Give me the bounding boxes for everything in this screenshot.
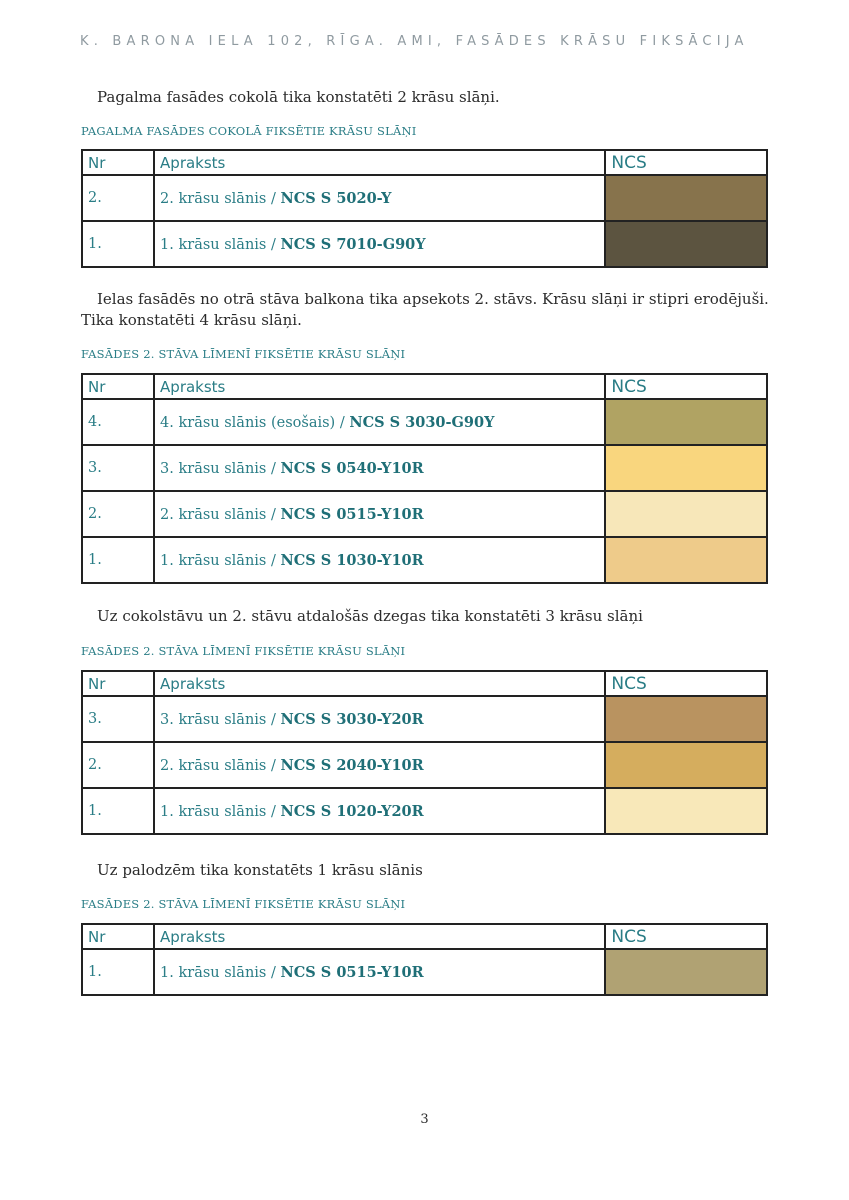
row-number: 1. <box>82 221 154 267</box>
table-header-row <box>82 671 767 696</box>
layer-label: 3. krāsu slānis / <box>160 711 281 728</box>
section-2-intro: Ielas fasādēs no otrā stāva balkona tika apsekots 2. stāvs. Krāsu slāņi ir stipri erodējuši. Tika konstatēti 4 krāsu slāņi. <box>81 290 769 329</box>
ncs-code: NCS S 0515-Y10R <box>280 505 424 523</box>
row-number: 4. <box>82 399 154 445</box>
color-swatch <box>606 400 766 444</box>
table-row <box>82 788 767 834</box>
color-swatch-cell <box>605 445 767 491</box>
color-swatch-cell <box>605 742 767 788</box>
color-swatch-cell <box>605 491 767 537</box>
layer-label: 1. krāsu slānis / <box>160 964 281 981</box>
table-header-row <box>82 924 767 949</box>
color-swatch <box>606 697 766 741</box>
row-number: 2. <box>82 742 154 788</box>
layer-label: 1. krāsu slānis / <box>160 552 281 569</box>
table-row <box>82 949 767 995</box>
row-description <box>154 696 605 742</box>
color-swatch-cell <box>605 175 767 221</box>
section-4-intro: Uz palodzēm tika konstatēts 1 krāsu slānis <box>97 861 423 879</box>
section-4-table <box>81 923 768 996</box>
row-number: 3. <box>82 445 154 491</box>
table-row <box>82 445 767 491</box>
color-swatch <box>606 492 766 536</box>
color-swatch <box>606 950 766 994</box>
section-2-table <box>81 373 768 584</box>
table-header-row <box>82 374 767 399</box>
layer-label: 2. krāsu slānis / <box>160 506 281 523</box>
column-header-nr: Nr <box>82 924 154 949</box>
column-header-description: Apraksts <box>154 924 605 949</box>
section-1-intro: Pagalma fasādes cokolā tika konstatēti 2 krāsu slāņi. <box>97 88 500 106</box>
row-description <box>154 537 605 583</box>
column-header-description: Apraksts <box>154 671 605 696</box>
table-row <box>82 175 767 221</box>
column-header-ncs: NCS <box>605 374 767 399</box>
ncs-code: NCS S 7010-G90Y <box>280 235 426 253</box>
table-row <box>82 491 767 537</box>
layer-label: 3. krāsu slānis / <box>160 460 281 477</box>
column-header-nr: Nr <box>82 374 154 399</box>
layer-label: 1. krāsu slānis / <box>160 803 281 820</box>
color-swatch-cell <box>605 696 767 742</box>
color-swatch-cell <box>605 537 767 583</box>
section-1-table <box>81 149 768 268</box>
row-description <box>154 742 605 788</box>
section-3-caption: FASĀDES 2. STĀVA LĪMENĪ FIKSĒTIE KRĀSU SLĀŅI <box>81 644 406 658</box>
ncs-code: NCS S 5020-Y <box>280 189 392 207</box>
row-number: 3. <box>82 696 154 742</box>
color-swatch <box>606 789 766 833</box>
color-swatch <box>606 538 766 582</box>
row-description <box>154 399 605 445</box>
row-number: 1. <box>82 537 154 583</box>
row-description <box>154 221 605 267</box>
column-header-description: Apraksts <box>154 374 605 399</box>
table-row <box>82 696 767 742</box>
color-swatch <box>606 743 766 787</box>
column-header-ncs: NCS <box>605 150 767 175</box>
row-description <box>154 788 605 834</box>
page-number: 3 <box>420 1112 429 1127</box>
row-number: 2. <box>82 491 154 537</box>
ncs-code: NCS S 3030-G90Y <box>349 413 495 431</box>
color-swatch <box>606 446 766 490</box>
section-3-intro: Uz cokolstāvu un 2. stāvu atdalošās dzegas tika konstatēti 3 krāsu slāņi <box>97 607 643 625</box>
ncs-code: NCS S 3030-Y20R <box>280 710 424 728</box>
color-swatch-cell <box>605 399 767 445</box>
ncs-code: NCS S 0515-Y10R <box>280 963 424 981</box>
table-row <box>82 221 767 267</box>
color-swatch-cell <box>605 788 767 834</box>
table-row <box>82 399 767 445</box>
row-description <box>154 175 605 221</box>
row-number: 1. <box>82 949 154 995</box>
table-row <box>82 742 767 788</box>
table-header-row <box>82 150 767 175</box>
color-swatch-cell <box>605 949 767 995</box>
ncs-code: NCS S 1020-Y20R <box>280 802 424 820</box>
row-description <box>154 949 605 995</box>
column-header-nr: Nr <box>82 150 154 175</box>
color-swatch <box>606 222 766 266</box>
row-number: 2. <box>82 175 154 221</box>
column-header-ncs: NCS <box>605 671 767 696</box>
color-swatch <box>606 176 766 220</box>
layer-label: 2. krāsu slānis / <box>160 757 281 774</box>
layer-label: 4. krāsu slānis (esošais) / <box>160 414 350 431</box>
layer-label: 1. krāsu slānis / <box>160 236 281 253</box>
section-1-caption: PAGALMA FASĀDES COKOLĀ FIKSĒTIE KRĀSU SLĀŅI <box>81 124 417 138</box>
section-4-caption: FASĀDES 2. STĀVA LĪMENĪ FIKSĒTIE KRĀSU SLĀŅI <box>81 897 406 911</box>
ncs-code: NCS S 1030-Y10R <box>280 551 424 569</box>
layer-label: 2. krāsu slānis / <box>160 190 281 207</box>
section-2-caption: FASĀDES 2. STĀVA LĪMENĪ FIKSĒTIE KRĀSU SLĀŅI <box>81 347 406 361</box>
column-header-ncs: NCS <box>605 924 767 949</box>
row-description <box>154 491 605 537</box>
row-number: 1. <box>82 788 154 834</box>
ncs-code: NCS S 0540-Y10R <box>280 459 424 477</box>
color-swatch-cell <box>605 221 767 267</box>
table-row <box>82 537 767 583</box>
column-header-nr: Nr <box>82 671 154 696</box>
ncs-code: NCS S 2040-Y10R <box>280 756 424 774</box>
row-description <box>154 445 605 491</box>
section-3-table <box>81 670 768 835</box>
column-header-description: Apraksts <box>154 150 605 175</box>
running-header: K. BARONA IELA 102, RĪGA. AMI, FASĀDES KRĀSU FIKSĀCIJA <box>80 34 749 49</box>
